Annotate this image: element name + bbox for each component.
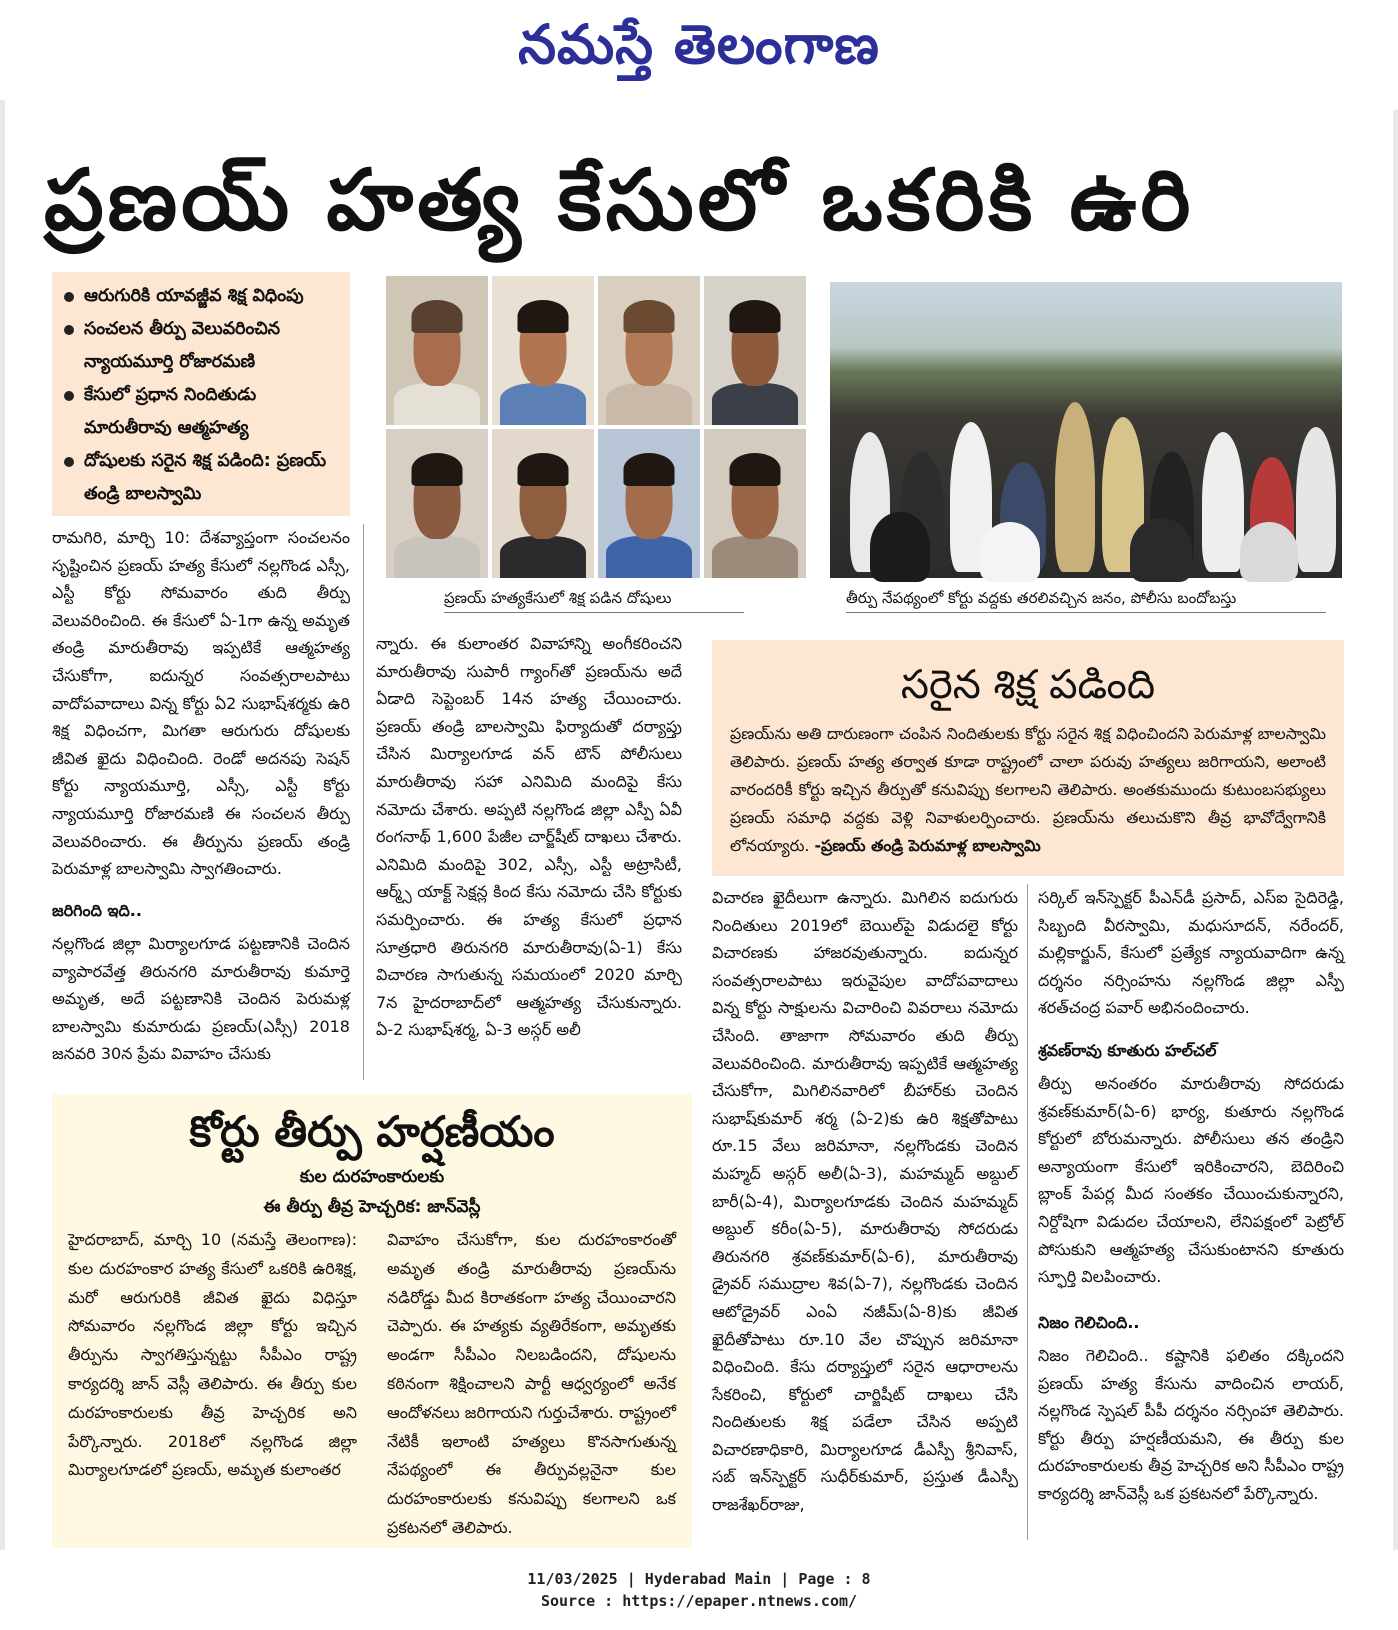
continuation-col2b bbox=[1038, 1070, 1344, 1298]
source-line: Source : https://epaper.ntnews.com/ bbox=[540, 1592, 858, 1610]
edition-info: 11/03/2025 | Hyderabad Main | Page : 8 bbox=[527, 1570, 871, 1588]
sidebar-kicker: ఈ తీర్పు తీవ్ర హెచ్చరిక: జాన్‌వెస్లీ bbox=[263, 1197, 481, 1217]
convict-photo bbox=[598, 276, 700, 425]
lead-story-col2 bbox=[376, 630, 682, 1080]
sidebar-article-box bbox=[52, 1094, 692, 1548]
convict-photo bbox=[492, 276, 594, 425]
story-paragraph: తీర్పు అనంతరం మారుతీరావు సోదరుడు శ్రవణ్‌కుమార్(ఏ-6) భార్య, కుతూరు నల్లగొండ కోర్టులో బోరుమన్నారు. పోలీసులు తన తండ్రిని అన్యాయంగా కేసులో ఇరికించారని, బెదిరించి బ్లాంక్ పేపర్ల మీద సంతకం చేయించుకున్నారని, నిర్దోషిగా విడుదల చేయాలని, లేనిపక్షంలో పెట్రోల్ పోసుకుని ఆత్మహత్య చేసుకుంటానని కూతురు స్ఫూర్తి విలపించారు. bbox=[1038, 1074, 1344, 1287]
page-edge-right bbox=[1393, 110, 1398, 1550]
highlights-box bbox=[52, 272, 350, 516]
convict-photo bbox=[704, 276, 806, 425]
quote-attribution: -ప్రణయ్ తండ్రి పెరుమాళ్ల బాలస్వామి bbox=[814, 836, 1041, 855]
quote-box-title: సరైన శిక్ష పడింది bbox=[900, 662, 1156, 708]
highlight-item: దోషులకు సరైన శిక్ష పడింది: ప్రణయ్ తండ్రి బాలస్వామి bbox=[62, 445, 340, 511]
sidebar-article-right: వివాహం చేసుకోగా, కుల దురహంకారంతో అమృత తండ్రి మారుతీరావు ప్రణయ్‌ను నడిరోడ్డు మీద కిరాతకంగా హత్య చేయించారని చెప్పారు. ఈ హత్యకు వ్యతిరేకంగా, అమృతకు అండగా సీపీఎం నిలబడిందని, దోషులను కఠినంగా శిక్షించాలని పార్టీ ఆధ్వర్యంలో అనేక ఆందోళనలు జరిగాయని గుర్తుచేశారు. రాష్ట్రంలో నేటికీ ఇలాంటి హత్యలు కొనసాగుతున్న నేపథ్యంలో ఈ తీర్పువల్లనైనా కుల దురహంకారులకు కనువిప్పు కలగాలని ఒక ప్రకటనలో తెలిపారు. bbox=[387, 1230, 676, 1537]
sidebar-article-left: హైదరాబాద్, మార్చి 10 (నమస్తే తెలంగాణ): కుల దురహంకార హత్య కేసులో ఒకరికి ఉరిశిక్ష, మరో ఆరుగురికి జీవిత ఖైదు విధిస్తూ సోమవారం నల్లగొండ జిల్లా కోర్టు ఇచ్చిన తీర్పును స్వాగతిస్తున్నట్టు సీపీఎం రాష్ట్ర కార్యదర్శి జాన్ వెస్లీ తెలిపారు. ఈ తీర్పు కుల దురహంకారులకు తీవ్ర హెచ్చరిక అని పేర్కొన్నారు. 2018లో నల్లగొండ జిల్లా మిర్యాలగూడలో ప్రణయ్, అమృత కులాంతర bbox=[68, 1230, 357, 1480]
newspaper-logo: నమస్తే తెలంగాణ bbox=[518, 12, 880, 76]
column-divider bbox=[363, 524, 364, 1080]
crowd-caption: తీర్పు నేపథ్యంలో కోర్టు వద్దకు తరలివచ్చిన జనం, పోలీసు బందోబస్తు bbox=[846, 589, 1237, 607]
sidebar-article-title: కోర్టు తీర్పు హర్షణీయం bbox=[189, 1107, 555, 1156]
story-paragraph: నిజం గెలిచింది.. కష్టానికి ఫలితం దక్కిందని ప్రణయ్ హత్య కేసును వాదించిన లాయర్, నల్లగొండ స్పెషల్ పీపీ దర్శనం నర్సింహా తెలిపారు. కోర్టు తీర్పు హర్షణీయమని, ఈ తీర్పు కుల దురహంకారులకు తీవ్ర హెచ్చరిక అని సీపీఎం రాష్ట్ర కార్యదర్శి జాన్‌వెస్లీ ఒక ప్రకటనలో పేర్కొన్నారు. bbox=[1038, 1346, 1344, 1503]
story-paragraph: నల్లగొండ జిల్లా మిర్యాలగూడ పట్టణానికి చెందిన వ్యాపారవేత్త తిరునగరి మారుతీరావు కుమార్తె అమృత, అదే పట్టణానికి చెందిన పెరుమళ్ల బాలస్వామి కుమారుడు ప్రణయ్(ఎస్సీ) 2018 జనవరి 30న ప్రేమ వివాహం చేసుకు bbox=[52, 934, 350, 1064]
convicts-caption: ప్రణయ్ హత్యకేసులో శిక్ష పడిన దోషులు bbox=[444, 589, 672, 607]
convict-photo bbox=[598, 429, 700, 578]
lead-paragraph: రామగిరి, మార్చి 10: దేశవ్యాప్తంగా సంచలనం సృష్టించిన ప్రణయ్ హత్య కేసులో నల్లగొండ ఎస్సీ, ఎస్టీ కోర్టు సోమవారం తుది తీర్పు వెలువరించింది. ఈ కేసులో ఏ-1గా ఉన్న అమృత తండ్రి మారుతీరావు ఇప్పటికే ఆత్మహత్య చేసుకోగా, ఐదున్నర సంవత్సరాలపాటు వాదోపవాదాలు విన్న కోర్టు ఏ2 సుభాష్‌శర్మకు ఉరి శిక్ష విధించగా, మిగతా ఆరుగురు దోషులకు జీవిత ఖైదు విధించింది. రెండో అదనపు సెషన్ కోర్టు న్యాయమూర్తి, ఎస్సీ, ఎస్టీ కోర్టు న్యాయమూర్తి రోజారమణి ఈ సంచలన తీర్పు వెలువరించారు. ఈ తీర్పును ప్రణయ్ తండ్రి పెరుమాళ్ల బాలస్వామి స్వాగతించారు. bbox=[52, 528, 350, 879]
section-subhead: నిజం గెలిచింది.. bbox=[1038, 1313, 1140, 1332]
continuation-col2c bbox=[1038, 1342, 1344, 1542]
caption-rule bbox=[846, 612, 1326, 613]
convicts-photo-grid bbox=[386, 276, 806, 578]
masthead bbox=[0, 0, 1398, 92]
section-subhead: జరిగింది ఇది.. bbox=[52, 901, 142, 920]
sidebar-kicker: కుల దురహంకారులకు bbox=[299, 1167, 445, 1187]
continuation-col2a bbox=[1038, 884, 1344, 1024]
story-paragraph: న్నారు. ఈ కులాంతర వివాహాన్ని అంగీకరించని మారుతీరావు సుపారీ గ్యాంగ్‌తో ప్రణయ్‌ను అదే ఏడాది సెప్టెంబర్ 14న హత్య చేయించారు. ప్రణయ్ తండ్రి బాలస్వామి ఫిర్యాదుతో దర్యాప్తు చేసిన మిర్యాలగూడ వన్ టౌన్ పోలీసులు మారుతీరావు సహా ఎనిమిది మందిపై కేసు నమోదు చేశారు. అప్పటి నల్లగొండ జిల్లా ఎస్పీ ఏవీ రంగనాథ్ 1,600 పేజీల చార్జ్‌షీట్ దాఖలు చేశారు. ఎనిమిది మందిపై 302, ఎస్సీ, ఎస్టీ అట్రాసిటీ, ఆర్మ్స్ యాక్ట్ సెక్షన్ల కింద కేసు నమోదు చేసి కోర్టుకు సమర్పించారు. ఈ హత్య కేసులో ప్రధాన సూత్రధారి తిరునగరి మారుతీరావు(ఏ-1) కేసు విచారణ సాగుతున్న సమయంలో 2020 మార్చి 7న హైదరాబాద్‌లో ఆత్మహత్య చేసుకున్నారు. ఏ-2 సుభాష్‌శర్మ, ఏ-3 అస్గర్ అలీ bbox=[376, 634, 682, 1040]
page-edge-left bbox=[0, 100, 5, 1550]
lead-story-col1 bbox=[52, 524, 350, 879]
highlight-item: సంచలన తీర్పు వెలువరించిన న్యాయమూర్తి రోజారమణి bbox=[62, 313, 340, 379]
lead-story-col1b bbox=[52, 930, 350, 1080]
main-headline: ప్రణయ్ హత్య కేసులో ఒకరికి ఉరి bbox=[44, 151, 1195, 249]
quote-box bbox=[712, 640, 1344, 876]
convict-photo bbox=[386, 276, 488, 425]
highlight-item: ఆరుగురికి యావజ్జీవ శిక్ష విధింపు bbox=[62, 280, 340, 313]
continuation-col1 bbox=[712, 884, 1018, 1544]
convict-photo bbox=[704, 429, 806, 578]
story-paragraph: సర్కిల్ ఇన్‌స్పెక్టర్ పీఎన్‌డీ ప్రసాద్, ఎస్ఐ సైదిరెడ్డి, సిబ్బంది వీరస్వామి, మధుసూదన్, నరేందర్, మల్లికార్జున్, కేసులో ప్రత్యేక న్యాయవాదిగా ఉన్న దర్శనం నర్సింహను నల్లగొండ జిల్లా ఎస్పీ శరత్‌చంద్ర పవార్ అభినందించారు. bbox=[1038, 888, 1344, 1018]
court-crowd-photo bbox=[830, 282, 1342, 578]
column-divider bbox=[1027, 884, 1028, 1540]
caption-rule bbox=[444, 612, 744, 613]
story-paragraph: విచారణ ఖైదీలుగా ఉన్నారు. మిగిలిన ఐదుగురు నిందితులు 2019లో బెయిల్‌పై విడుదలై కోర్టు విచారణకు హాజరవుతున్నారు. ఐదున్నర సంవత్సరాలపాటు ఇరువైపుల వాదోపవాదాలు విన్న కోర్టు సాక్షులను విచారించి వివరాలు నమోదు చేసింది. తాజాగా సోమవారం తుది తీర్పు వెలువరించింది. మారుతీరావు ఇప్పటికే ఆత్మహత్య చేసుకోగా, మిగిలినవారిలో బీహార్‌కు చెందిన సుభాష్‌కుమార్ శర్మ (ఏ-2)కు ఉరి శిక్షతోపాటు రూ.15 వేలు జరిమానా, నల్లగొండకు చెందిన మహ్మద్ అస్గర్ అలీ(ఏ-3), మహమ్మద్ అబ్దుల్ బారీ(ఏ-4), మిర్యాలగూడకు చెందిన మహమ్మద్ అబ్దుల్ కరీం(ఏ-5), మారుతీరావు సోదరుడు తిరునగరి శ్రవణ్‌కుమార్(ఏ-6), మారుతీరావు డ్రైవర్ సముద్రాల శివ(ఏ-7), నల్లగొండకు చెందిన ఆటోడ్రైవర్ ఎంఏ నజీమ్(ఏ-8)కు జీవిత ఖైదీతోపాటు రూ.10 వేల చొప్పున జరిమానా విధించింది. కేసు దర్యాప్తులో సరైన ఆధారాలను సేకరించి, కోర్టులో చార్జిషీట్ దాఖలు చేసి నిందితులకు శిక్ష పడేలా చేసిన అప్పటి విచారణాధికారి, మిర్యాలగూడ డీఎస్పీ శ్రీనివాస్, సబ్ ఇన్‌స్పెక్టర్ సుధీర్‌కుమార్, ప్రస్తుత డీఎస్పీ రాజశేఖర్‌రాజు, bbox=[712, 888, 1018, 1515]
convict-photo bbox=[492, 429, 594, 578]
section-subhead: శ్రవణ్‌రావు కూతురు హల్‌చల్ bbox=[1038, 1041, 1217, 1060]
quote-box-body: ప్రణయ్‌ను అతి దారుణంగా చంపిన నిందితులకు కోర్టు సరైన శిక్ష విధించిందని పెరుమాళ్ల బాలస్వామి తెలిపారు. ప్రణయ్ హత్య తర్వాత కూడా రాష్ట్రంలో చాలా పరువు హత్యలు జరిగాయని, అలాంటి వారందరికీ కోర్టు ఇచ్చిన తీర్పుతో కనువిప్పు కలగాలని తెలిపారు. అంతకుముందు కుటుంబసభ్యులు ప్రణయ్ సమాధి వద్దకు వెళ్లి నివాళులర్పించారు. ప్రణయ్‌ను తలుచుకొని తీవ్ర భావోద్వేగానికి లోనయ్యారు. -ప్రణయ్ తండ్రి పెరుమాళ్ల బాలస్వామి bbox=[730, 724, 1326, 855]
highlight-item: కేసులో ప్రధాన నిందితుడు మారుతీరావు ఆత్మహత్య bbox=[62, 379, 340, 445]
convict-photo bbox=[386, 429, 488, 578]
